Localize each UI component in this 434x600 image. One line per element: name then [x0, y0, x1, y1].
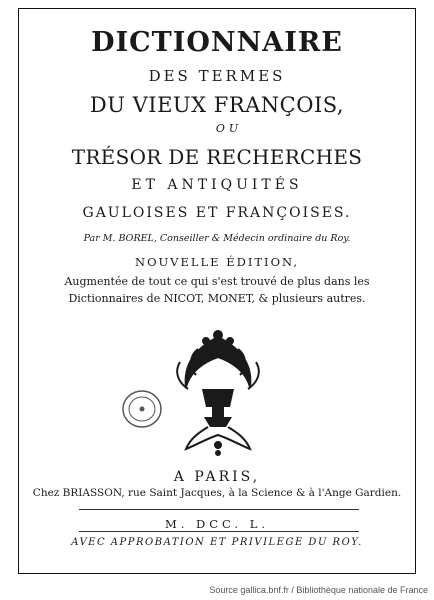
page-border	[18, 8, 416, 574]
imprint-place: A PARIS,	[173, 469, 261, 485]
source-credit: Source gallica.bnf.fr / Bibliothèque nationale de France	[209, 585, 428, 595]
imprint-year: M. DCC. L.	[164, 517, 270, 531]
privilege-line: AVEC APPROBATION ET PRIVILEGE DU ROY.	[71, 537, 363, 548]
imprint-publisher: Chez BRIASSON, rue Saint Jacques, à la Science & à l'Ange Gardien.	[32, 487, 402, 499]
subtitle-line-4: ET ANTIQUITÉS	[131, 177, 303, 193]
printer-ornament-vase-icon	[168, 327, 268, 457]
augmentation-line-2: Dictionnaires de NICOT, MONET, & plusieurs autres.	[68, 292, 366, 305]
library-stamp-icon	[121, 389, 163, 429]
subtitle-line-5: GAULOISES ET FRANÇOISES.	[82, 205, 352, 221]
title-page	[19, 9, 415, 573]
subtitle-line-3: TRÉSOR DE RECHERCHES	[71, 145, 363, 169]
subtitle-connector: OU	[215, 122, 243, 135]
augmentation-line-1: Augmentée de tout ce qui s'est trouvé de plus dans les	[64, 275, 370, 288]
divider-rule	[79, 509, 359, 510]
edition-line: NOUVELLE ÉDITION,	[135, 255, 299, 269]
book-title: DICTIONNAIRE	[91, 27, 343, 58]
divider-rule	[79, 531, 359, 532]
subtitle-line-1: DES TERMES	[148, 67, 286, 85]
subtitle-line-2: DU VIEUX FRANÇOIS,	[89, 93, 345, 117]
author-line: Par M. BOREL, Conseiller & Médecin ordinaire du Roy.	[83, 233, 351, 244]
